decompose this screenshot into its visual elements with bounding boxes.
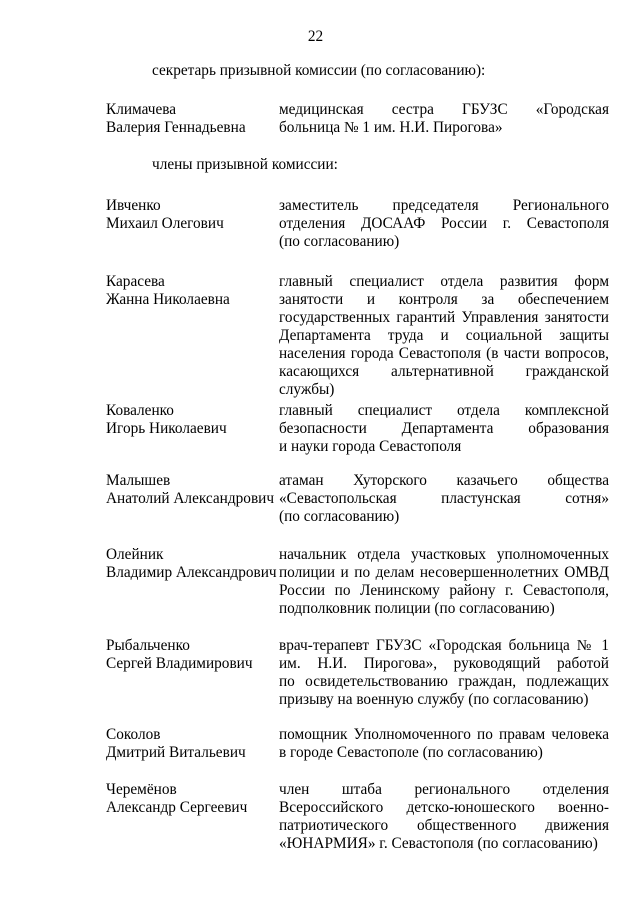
person-surname: Климачева [106, 101, 177, 118]
page-number: 22 [307, 28, 324, 45]
person-surname: Коваленко [106, 402, 174, 419]
role-line: касающихся альтернативной гражданской службы) [279, 363, 609, 398]
person-surname: Олейник [106, 546, 164, 563]
person-role [279, 197, 609, 251]
role-line: полиции и по делам несовершеннолетних ОМВД [279, 564, 609, 581]
person-surname: Малышев [106, 472, 171, 489]
person-surname: Рыбальченко [106, 637, 190, 654]
person-name [106, 273, 286, 309]
person-name [106, 781, 286, 817]
role-line: безопасности Департамента образования [279, 420, 609, 437]
role-line: отделения ДОСААФ России г. Севастополя [279, 215, 609, 232]
person-surname: Ивченко [106, 197, 161, 214]
person-given-name: Дмитрий Витальевич [106, 744, 246, 761]
role-line: в городе Севастополе (по согласованию) [279, 744, 543, 761]
person-given-name: Александр Сергеевич [106, 799, 248, 816]
person-role [279, 637, 609, 709]
role-line: медицинская сестра ГБУЗС «Городская [279, 101, 609, 118]
role-line: больница № 1 им. Н.И. Пирогова» [279, 119, 503, 136]
role-line: по освидетельствованию граждан, подлежащих [279, 673, 609, 690]
person-given-name: Михаил Олегович [106, 215, 224, 232]
role-line: врач-терапевт ГБУЗС «Городская больница № 1 [279, 637, 609, 654]
person-role [279, 472, 609, 526]
person-name [106, 726, 286, 762]
person-role [279, 273, 609, 399]
person-surname: Соколов [106, 726, 161, 743]
role-line: и науки города Севастополя [279, 438, 462, 455]
person-given-name: Сергей Владимирович [106, 655, 253, 672]
role-line: призыву на военную службу (по согласованию) [279, 691, 589, 708]
role-line: «ЮНАРМИЯ» г. Севастополя (по согласованию) [279, 835, 598, 852]
role-line: им. Н.И. Пирогова», руководящий работой [279, 655, 609, 672]
role-line: начальник отдела участковых уполномоченных [279, 546, 609, 563]
role-line: Департамента труда и социальной защиты [279, 327, 609, 344]
role-line: главный специалист отдела комплексной [279, 402, 609, 419]
role-line: главный специалист отдела развития форм [279, 273, 609, 290]
role-line: России по Ленинскому району г. Севастополя, [279, 582, 609, 599]
person-role [279, 546, 609, 618]
person-surname: Карасева [106, 273, 165, 290]
role-line: Всероссийского детско-юношеского военно- [279, 799, 609, 816]
person-name [106, 472, 286, 508]
person-role [279, 402, 609, 456]
role-line: (по согласованию) [279, 508, 400, 525]
role-line: заместитель председателя Регионального [279, 197, 609, 214]
person-role [279, 781, 609, 853]
person-role [279, 726, 609, 762]
person-surname: Черемёнов [106, 781, 177, 798]
role-line: «Севастопольская пластунская сотня» [279, 490, 609, 507]
person-given-name: Анатолий Александрович [106, 490, 275, 507]
person-role [279, 101, 609, 137]
person-given-name: Игорь Николаевич [106, 420, 227, 437]
role-line: подполковник полиции (по согласованию) [279, 600, 555, 617]
role-line: атаман Хуторского казачьего общества [279, 472, 609, 489]
person-given-name: Владимир Александрович [106, 564, 277, 581]
role-line: государственных гарантий Управления занятости [279, 309, 609, 326]
role-line: занятости и контроля за обеспечением [279, 291, 609, 308]
role-line: помощник Уполномоченного по правам человека [279, 726, 609, 743]
members-heading: члены призывной комиссии: [152, 156, 338, 173]
person-name [106, 197, 286, 233]
role-line: патриотического общественного движения [279, 817, 609, 834]
person-name [106, 101, 286, 137]
person-given-name: Жанна Николаевна [106, 291, 230, 308]
person-name [106, 637, 286, 673]
person-name [106, 402, 286, 438]
role-line: (по согласованию) [279, 233, 400, 250]
role-line: населения города Севастополя (в части вопросов, [279, 345, 609, 362]
role-line: член штаба регионального отделения [279, 781, 609, 798]
secretary-heading: секретарь призывной комиссии (по согласованию): [152, 62, 486, 79]
person-name [106, 546, 286, 582]
person-given-name: Валерия Геннадьевна [106, 119, 246, 136]
